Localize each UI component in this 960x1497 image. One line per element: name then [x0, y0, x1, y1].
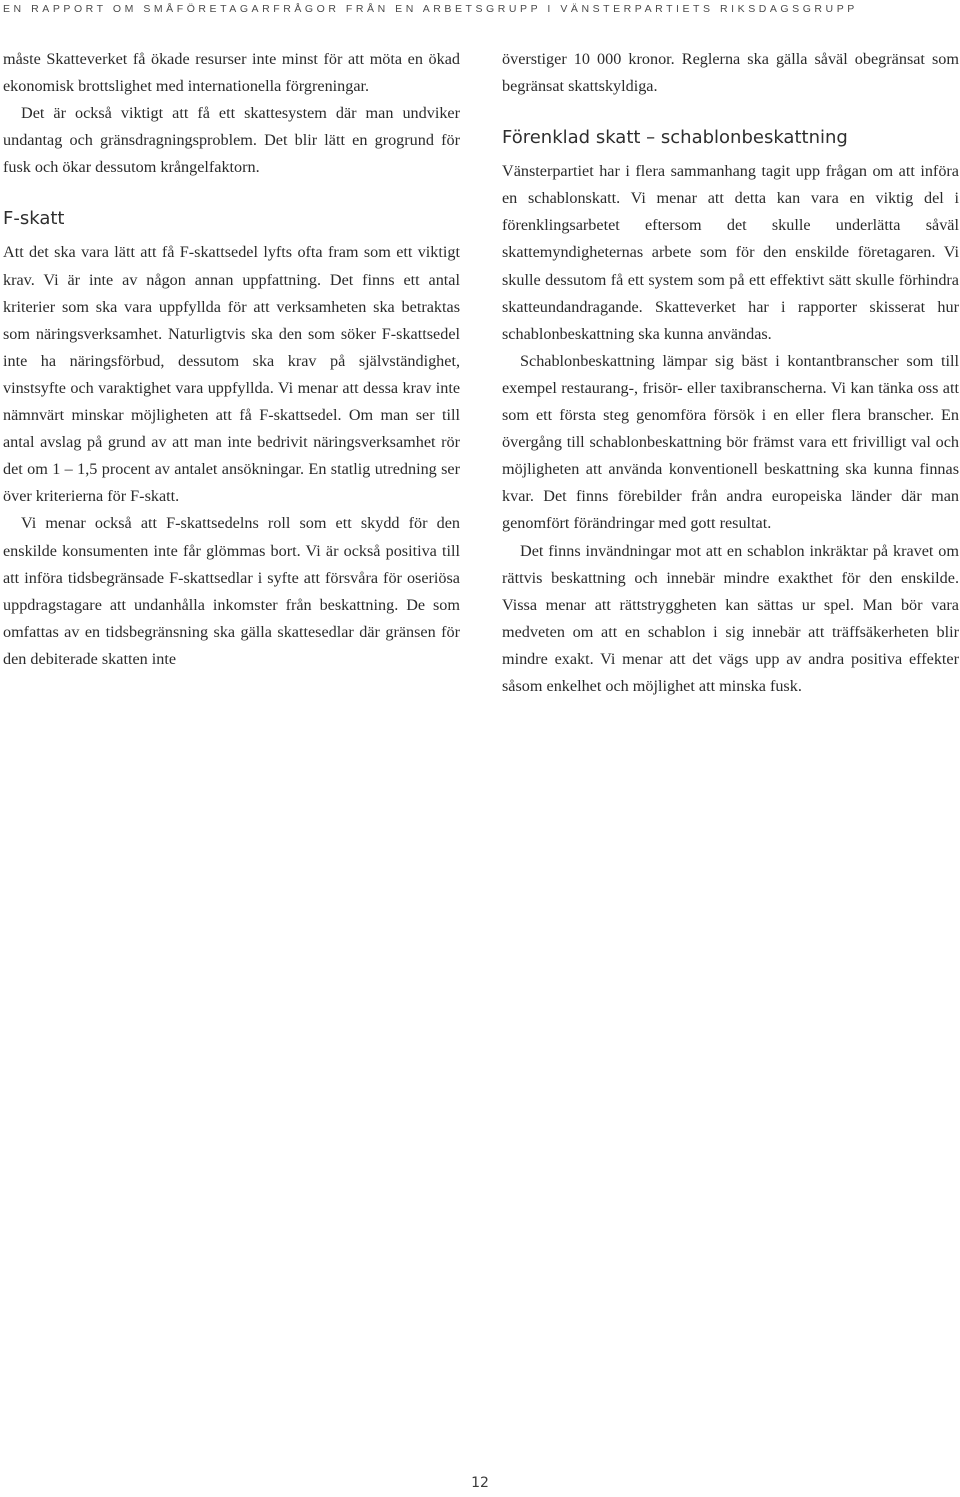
body-paragraph: överstiger 10 000 kronor. Reglerna ska gälla såväl obegränsat som begränsat skattskyldiga.	[502, 50, 959, 96]
body-paragraph: Det är också viktigt att få ett skattesystem där man undviker undantag och gränsdragningsproblem. Det blir lätt en grogrund för fusk och ökar dessutom krångelfaktorn.	[3, 104, 460, 177]
body-paragraph: Schablonbeskattning lämpar sig bäst i kontantbranscher som till exempel restaurang-, frisör- eller taxibranscherna. Vi kan tänka oss att som ett första steg genomföra försök i en eller flera branscher. En övergång till schablonbeskattning bör främst vara ett frivilligt val och möjligheten att använda konventionell beskattning ska kunna finnas kvar. Det finns förebilder från andra europeiska länder där man genomfört förändringar med gott resultat.	[502, 351, 959, 533]
body-paragraph: Att det ska vara lätt att få F-skattsedel lyfts ofta fram som ett viktigt krav. Vi är inte av någon annan uppfattning. Det finns ett antal kriterier som ska vara uppfyllda för att verksamheten ska betraktas som näringsverksamhet. Naturligtvis ska den som söker F-skattsedel inte ha näringsförbud, dessutom ska krav på självständighet, vinstsyfte och varaktighet vara uppfyllda. Vi menar att dessa krav inte nämnvärt minskar möjligheten att få F-skattsedel. Om man ser till antal avslag på grund av att man inte bedrivit näringsverksamhet rör det om 1 – 1,5 procent av antalet ansökningar. En statlig utredning ser över kriterierna för F-skatt.	[3, 243, 460, 506]
body-paragraph: Vi menar också att F-skattsedelns roll som ett skydd för den enskilde konsumenten inte får glömmas bort. Vi är också positiva till att införa tidsbegränsade F-skattsedlar i syfte att försvåra för oseriösa uppdragstagare att undanhålla inkomster från beskattning. De som omfattas av en tidsbegränsning ska gälla skattesedlar där gränsen för den debiterade skatten inte	[3, 514, 460, 668]
section-heading-f-skatt: F-skatt	[3, 208, 65, 230]
body-paragraph: måste Skatteverket få ökade resurser inte minst för att möta en ökad ekonomisk brottslighet med internationella förgreningar.	[3, 50, 460, 96]
section-heading-forenklad-skatt: Förenklad skatt – schablonbeskattning	[502, 127, 848, 149]
body-paragraph: Det finns invändningar mot att en schablon inkräktar på kravet om rättvis beskattning och innebär mindre exakthet för den enskilde. Vissa menar att rättstryggheten kan sättas ur spel. Man bör vara medveten om att en schablon i sig innebär att träffsäkerheten blir mindre exakt. Vi menar att det vägs upp av andra positiva effekter såsom enkelhet och möjlighet att minska fusk.	[502, 541, 959, 695]
left-column	[3, 46, 460, 673]
body-paragraph: Vänsterpartiet har i flera sammanhang tagit upp frågan om att införa en schablonskatt. Vi menar att detta kan vara en viktig del i förenklingsarbetet eftersom det skulle underlätta såväl skattemyndigheternas arbete som för den enskilde företagaren. Vi skulle dessutom få ett system som på ett effektivt sätt skulle förhindra skatteundandragande. Skatteverket har i rapporter skisserat hur schablonbeskattning ska kunna användas.	[502, 162, 959, 343]
running-header: EN RAPPORT OM SMÅFÖRETAGARFRÅGOR FRÅN EN ARBETSGRUPP I VÄNSTERPARTIETS RIKSDAGSGRUPP	[3, 3, 858, 15]
page-number: 12	[471, 1475, 489, 1491]
right-column	[502, 46, 959, 700]
